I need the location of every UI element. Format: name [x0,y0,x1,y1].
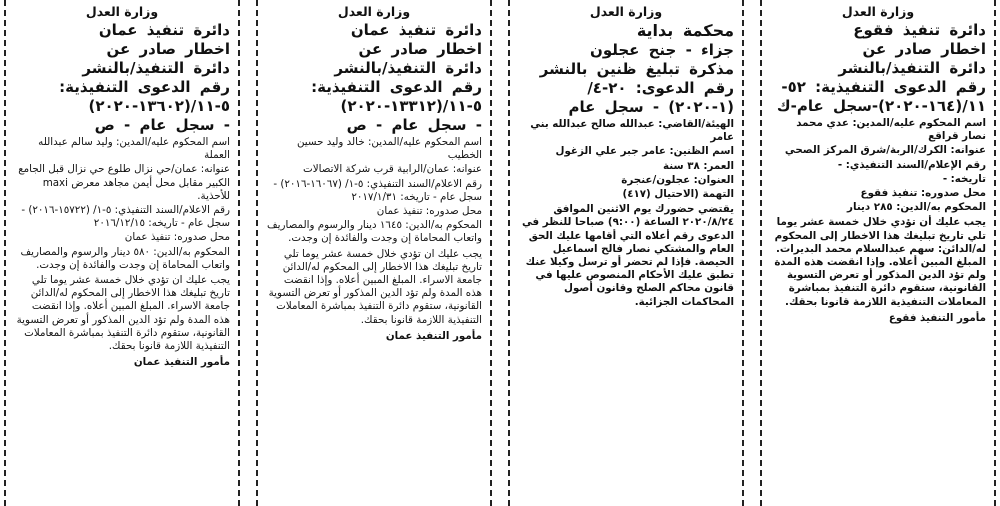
document-date: تاريخه: - [942,172,986,185]
court-division: جزاء - جنح عجلون [590,41,734,59]
signature: مأمور التنفيذ عمان [133,356,230,369]
notice-column-ajloun [508,0,744,506]
judgment-amount: المحكوم به/الدين: ٢٨٥ دينار [847,201,986,214]
ministry-title: وزارة العدل [85,4,159,19]
notice-headline: دائرة تنفيذ فقوع [853,21,986,39]
judgment-amount: المحكوم به/الدين: ٥٨٠ دينار والرسوم والمصاريف واتعاب المحاماة إن وجدت والفائدة إن وجدت. [20,245,230,271]
case-number-label: رقم الدعوى التنفيذية: ٥٢- [781,78,986,96]
case-number-label: رقم الدعوى: ٢٠-٤/ [587,79,734,97]
notice-headline: اخطار صادر عن [106,40,230,58]
issuing-place: محل صدوره: تنفيذ عمان [124,231,230,244]
ministry-title: وزارة العدل [841,4,915,19]
notice-body: يقتضي حضورك يوم الاثنين الموافق ٢٠٢٠/٨/٢٤ الساعة (٩:٠٠) صباحا للنظر في الدعوى رقم أعلاه التي أقامها عليك الحق العام والمشتكي نصار فالح اسماعيل الحيصة. فإذا لم تحضر أو ترسل وكيلا عنك تطبق عليك الأحكام المنصوص عليها في قانون محاكم الصلح وقانون أصول المحاكمات الجزائية. [521,203,734,308]
ministry-title: وزارة العدل [589,4,663,19]
signature: مأمور التنفيذ عمان [385,329,482,342]
debtor-address: عنوانه: عمان/حي نزال طلوع حي نزال قبل الجامع الكبير مقابل محل أيمن مجاهد معرض maxi للأحذية. [18,163,230,202]
ministry-title: وزارة العدل [337,4,411,19]
case-number: (١-٢٠٢٠) - سجل عام [568,98,734,116]
case-number-label: رقم الدعوى التنفيذية: [59,78,230,96]
case-register: - سجل عام - ص [346,116,482,134]
case-number: ٥-١١/(١٣٦٠٢-٢٠٢٠) [88,97,230,115]
defendant-name: اسم الظنين: عامر جبر علي الزغول [555,145,734,158]
debtor-name: اسم المحكوم عليه/المدين: عدي محمد نصار قراقع [796,117,986,143]
notice-column-amman-1 [256,0,492,506]
notice-headline: دائرة التنفيذ/بالنشر [334,59,482,77]
charge: التهمة (الاحتيال (٤١٧) [622,188,734,201]
defendant-age: العمر: ٣٨ سنة [663,159,734,172]
notice-headline: دائرة تنفيذ عمان [350,21,482,39]
judgment-amount: المحكوم به/الدين: ١٦٤٥ دينار والرسوم والمصاريف واتعاب المحاماة إن وجدت والفائدة إن وجدت. [266,219,482,245]
notice-type: مذكرة تبليغ ظنين بالنشر [539,60,734,78]
debtor-name: اسم المحكوم عليه/المدين: وليد سالم عبدالله العملة [38,136,230,162]
case-number-label: رقم الدعوى التنفيذية: [311,78,482,96]
notice-body: يجب عليك أن تؤدي خلال خمسة عشر يوما تلي تاريخ تبليغك هذا الاخطار إلى المحكوم له/الدائن: سهم عبدالسلام محمد البديرات. المبلغ المبين أعلاه. وإذا انقضت هذه المدة ولم تؤد الدين المذكور أو تعرض التسوية القانونية، ستقوم دائرة التنفيذ بمباشرة المعاملات التنفيذية اللازمة قانونا بحقك. [774,216,986,308]
notice-headline: دائرة التنفيذ/بالنشر [838,59,986,77]
case-number: ١١/(١٦٤-٢٠٢٠)-سجل عام-ك [776,97,986,115]
debtor-address: عنوانه: عمان/الرابية قرب شركة الاتصالات [303,163,482,176]
notice-headline: اخطار صادر عن [358,40,482,58]
debtor-name: اسم المحكوم عليه/المدين: خالد وليد حسين الخطيب [296,136,482,162]
notice-column-amman-2 [4,0,240,506]
case-register: - سجل عام - ص [94,116,230,134]
signature: مأمور التنفيذ فقوع [888,311,986,324]
notice-column-faqqu [760,0,996,506]
notice-headline: دائرة تنفيذ عمان [98,21,230,39]
judge-name: الهيئة/القاضي: عبدالله صالح عبدالله بني عامر [530,118,734,144]
debtor-address: عنوانه: الكرك/الربة/شرق المركز الصحي [784,144,986,157]
issuing-place: محل صدوره: تنفيذ عمان [376,205,482,218]
notice-headline: اخطار صادر عن [862,40,986,58]
court-name: محكمة بداية [636,21,734,40]
enforcement-document: رقم الاعلام/السند التنفيذي: ٥-١/ (١٦٠٦٧-٢٠١٦) - سجل عام - تاريخه: ٢٠١٧/١/٣١ [273,177,482,203]
case-number: ٥-١١/(١٣٣١٢-٢٠٢٠) [340,97,482,115]
enforcement-document: رقم الإعلام/السند التنفيذي: - [837,158,986,171]
notice-body: يجب عليك ان تؤدي خلال خمسة عشر يوما تلي تاريخ تبليغك هذا الاخطار إلى المحكوم له/الدائن جامعة الاسراء. المبلغ المبين أعلاه. وإذا انقضت هذه المدة ولم تؤد الدين المذكور أو تعرض التسوية القانونية، ستقوم دائرة التنفيذ بمباشرة المعاملات التنفيذية اللازمة قانونا بحقك. [268,247,482,326]
defendant-address: العنوان: عجلون/عنجرة [621,173,734,186]
issuing-place: محل صدوره: تنفيذ فقوع [860,187,986,200]
notice-body: يجب عليك ان تؤدي خلال خمسة عشر يوما تلي تاريخ تبليغك هذا الاخطار إلى المحكوم له/الدائن جامعة الاسراء. المبلغ المبين أعلاه. وإذا انقضت هذه المدة ولم تؤد الدين المذكور أو تعرض التسوية القانونية، ستقوم دائرة التنفيذ بمباشرة المعاملات التنفيذية اللازمة قانونا بحقك. [16,274,230,353]
notice-headline: دائرة التنفيذ/بالنشر [82,59,230,77]
enforcement-document: رقم الاعلام/السند التنفيذي: ٥-١/ (١٥٧٢٢-٢٠١٦) - سجل عام - تاريخه: ٢٠١٦/١٢/١٥ [21,204,230,230]
